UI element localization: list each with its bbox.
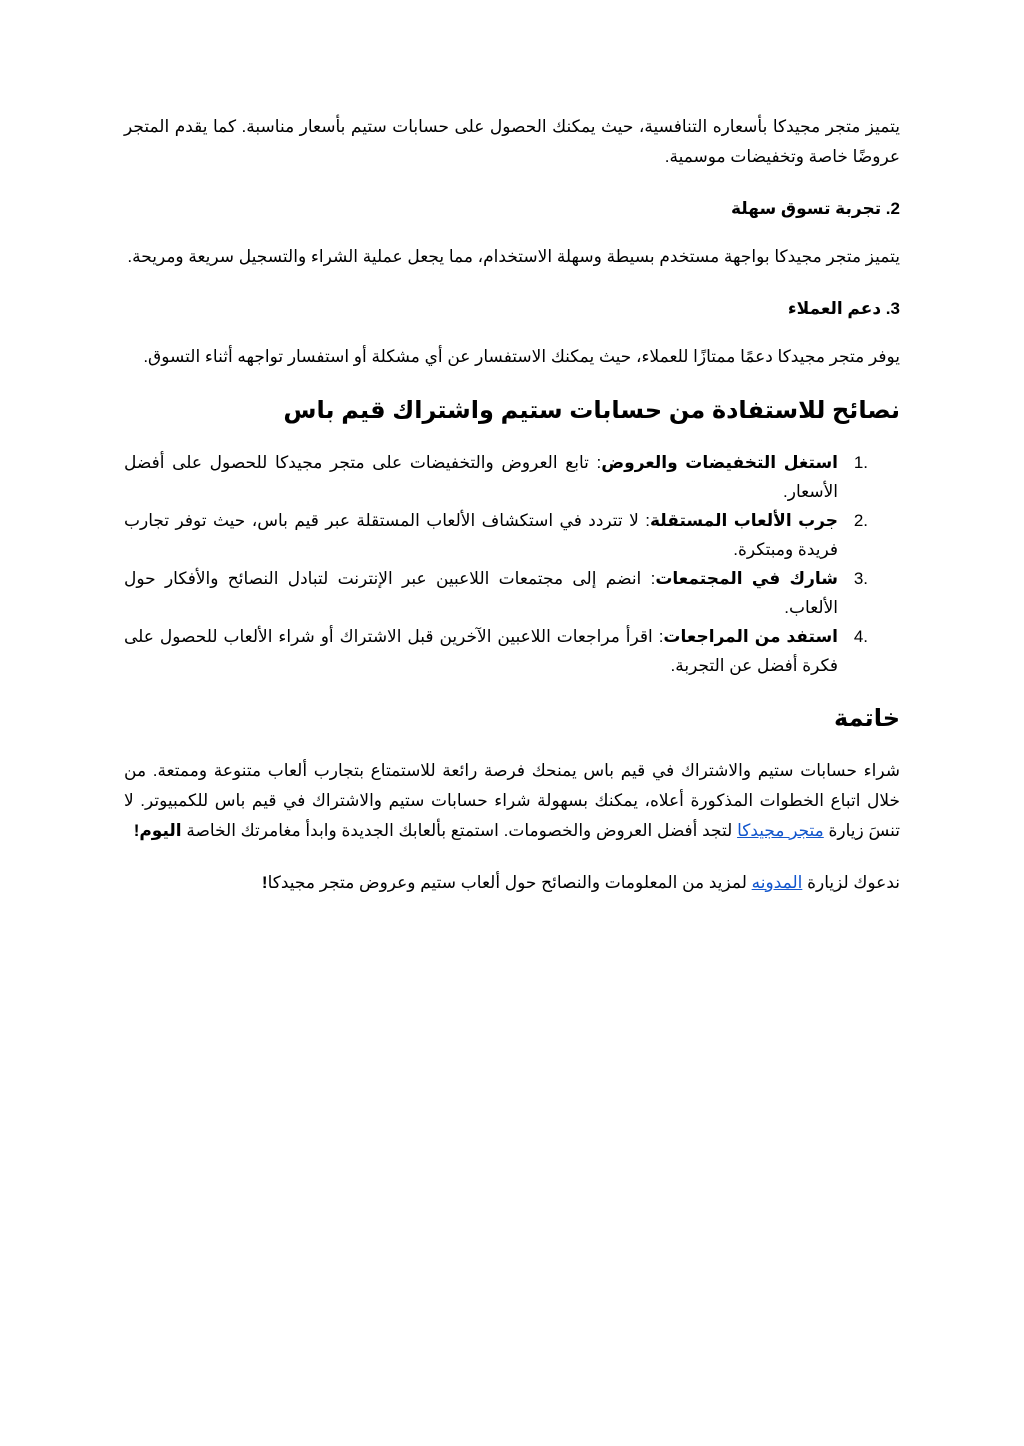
easy-shopping-paragraph: يتميز متجر مجيدكا بواجهة مستخدم بسيطة وسهلة الاستخدام، مما يجعل عملية الشراء والتسجيل سريعة ومريحة. bbox=[127, 247, 900, 266]
conclusion-paragraph bbox=[124, 756, 900, 846]
list-item-text: : لا تتردد في استكشاف الألعاب المستقلة عبر قيم باس، حيث توفر تجارب فريدة ومبتكرة. bbox=[124, 511, 838, 559]
list-item-title: شارك في المجتمعات bbox=[655, 569, 838, 588]
blog-invite-paragraph bbox=[124, 868, 900, 898]
easy-shopping-heading: 2. تجربة تسوق سهلة bbox=[731, 199, 900, 218]
list-item bbox=[124, 506, 900, 564]
customer-support-heading: 3. دعم العملاء bbox=[787, 299, 900, 318]
tips-list bbox=[124, 448, 900, 680]
list-item-number: 1. bbox=[853, 453, 868, 472]
pricing-paragraph: يتميز متجر مجيدكا بأسعاره التنافسية، حيث يمكنك الحصول على حسابات ستيم بأسعار مناسبة. كما يقدم المتجر عروضًا خاصة وتخفيضات موسمية. bbox=[124, 117, 900, 166]
list-item-title: جرب الألعاب المستقلة bbox=[649, 511, 838, 530]
list-item-text: : تابع العروض والتخفيضات على متجر مجيدكا للحصول على أفضل الأسعار. bbox=[124, 453, 838, 501]
conclusion-text-continued: لتجد أفضل العروض والخصومات. استمتع بألعابك الجديدة وابدأ مغامرتك الخاصة bbox=[186, 821, 738, 840]
list-item-text: : اقرأ مراجعات اللاعبين الآخرين قبل الاشتراك أو شراء الألعاب للحصول على فكرة أفضل عن التجربة. bbox=[124, 627, 838, 675]
tips-heading: نصائح للاستفادة من حسابات ستيم واشتراك قيم باس bbox=[283, 397, 900, 424]
blog-invite-text: ندعوك لزيارة bbox=[802, 873, 900, 892]
conclusion-text: شراء حسابات ستيم والاشتراك في قيم باس يمنحك فرصة رائعة للاستمتاع بتجارب ألعاب متنوعة وممتعة. من خلال اتباع الخطوات المذكورة أعلاه، يمكنك بسهولة شراء حسابات ستيم والاشتراك في قيم باس للكمبيوتر. لا تنسَ زيارة bbox=[124, 761, 900, 840]
document-page bbox=[124, 112, 900, 920]
blog-link[interactable]: المدونه bbox=[751, 873, 803, 892]
customer-support-paragraph: يوفر متجر مجيدكا دعمًا ممتازًا للعملاء، حيث يمكنك الاستفسار عن أي مشكلة أو استفسار تواجهه أثناء التسوق. bbox=[143, 347, 900, 366]
conclusion-heading: خاتمة bbox=[834, 705, 900, 732]
majidka-store-link[interactable]: متجر مجيدكا bbox=[737, 821, 824, 840]
list-item-title: استفد من المراجعات bbox=[663, 627, 838, 646]
list-item bbox=[124, 564, 900, 622]
list-item-number: 4. bbox=[853, 627, 868, 646]
list-item-number: 2. bbox=[853, 511, 868, 530]
blog-invite-text-continued: لمزيد من المعلومات والنصائح حول ألعاب ستيم وعروض متجر مجيدكا bbox=[267, 873, 752, 892]
list-item-text: : انضم إلى مجتمعات اللاعبين عبر الإنترنت لتبادل النصائح والأفكار حول الألعاب. bbox=[124, 569, 838, 617]
list-item bbox=[124, 622, 900, 680]
list-item-title: استغل التخفيضات والعروض bbox=[601, 453, 838, 472]
list-item-number: 3. bbox=[853, 569, 868, 588]
list-item bbox=[124, 448, 900, 506]
conclusion-bold-end: اليوم! bbox=[133, 821, 187, 840]
blog-invite-bold-end: ! bbox=[261, 873, 268, 892]
